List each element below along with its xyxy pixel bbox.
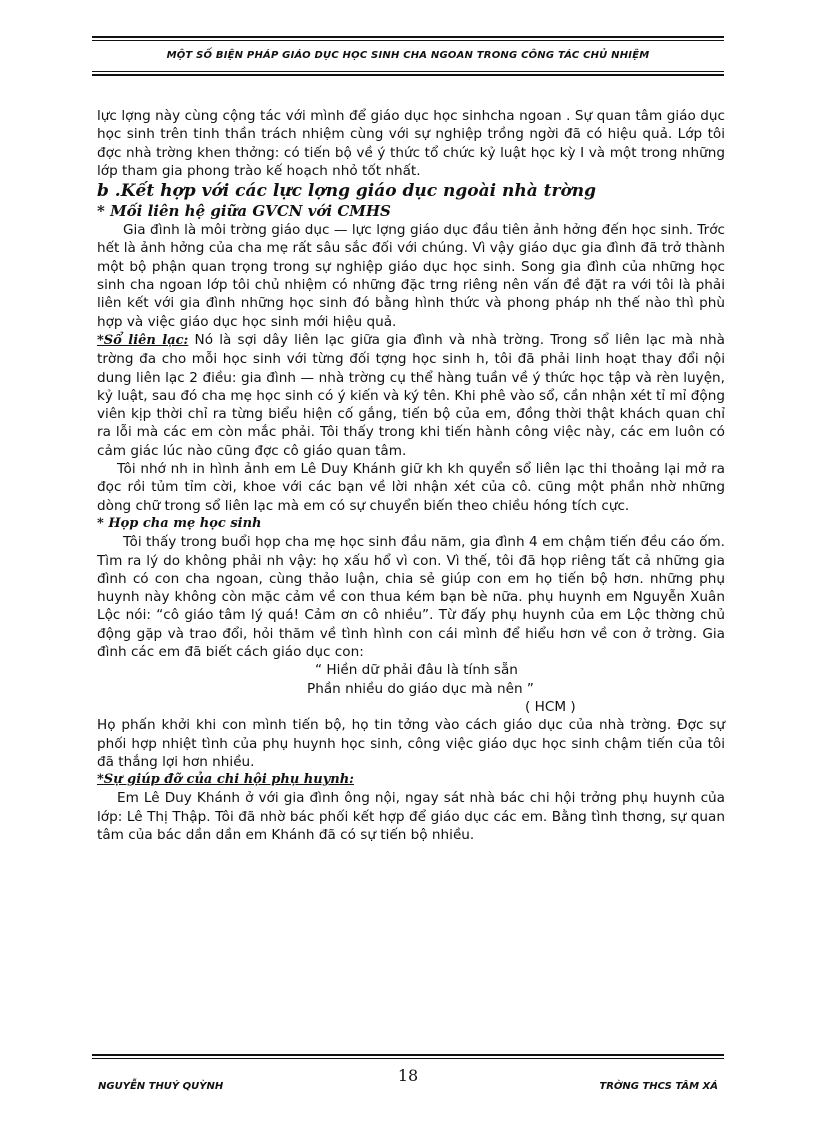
paragraph-6: Họ phấn khởi khi con mình tiến bộ, họ tin tởng vào cách giáo dục của nhà trờng. Đợc sự phối hợp nhiệt tình của phụ huynh học sinh, công việc giáo dục học sinh chậm tiến của tôi đã thắng lợi hơn nhiều. — [97, 717, 725, 770]
footer-rule-thin — [92, 1058, 724, 1059]
header-rule-top-thin — [92, 40, 724, 41]
quote-attribution: ( HCM ) — [525, 698, 576, 715]
paragraph-4: Tôi nhớ nh in hình ảnh em Lê Duy Khánh giữ kh kh quyển sổ liên lạc thi thoảng lại mở ra đọc rồi tủm tỉm cời, khoe với các bạn về lời nhận xét của cô. cũng một phần nhờ những dòng chữ trong sổ liên lạc mà em có sự chuyển biến theo chiều hóng tích cực. — [97, 461, 725, 514]
subheading-chi-hoi: *Sự giúp đỡ của chi hội phụ huynh: — [97, 772, 354, 788]
quote-line-2: Phần nhiều do giáo dục mà nên ” — [307, 680, 534, 697]
paragraph-3-text: Nó là sợi dây liên lạc giữa gia đình và nhà trờng. Trong sổ liên lạc mà nhà trờng đa cho mỗi học sinh với từng đối tợng học sinh h, tôi đã phải linh hoạt thay đổi nội dung liên lạc 2 điều: gia đình — nhà trờng cụ thể hàng tuần về ý thức học tập và rèn luyện, kỷ luật, sau đó cha mẹ học sinh có ý kiến và ký tên. Khi phê vào sổ, cần nhận xét tỉ mỉ động viên kịp thời chỉ ra từng biểu hiện cố gắng, tiến bộ của em, đồng thời thật khách quan chỉ ra lỗi mà các em còn mắc phải. Tôi thấy trong khi tiến hành công việc này, các em luôn có cảm giác lúc nào cũng đợc cô giáo quan tâm. — [97, 331, 725, 459]
header-rule-top — [92, 36, 724, 38]
paragraph-2: Gia đình là môi trờng giáo dục — lực lợng giáo dục đầu tiên ảnh hởng đến học sinh. Trớc hết là ảnh hởng của cha mẹ rất sâu sắc đối với chúng. Vì vậy giáo dục gia đình đã trở thành một bộ phận quan trọng trong sự nghiệp giáo dục học sinh. Song gia đình của những học sinh cha ngoan lớp tôi chủ nhiệm có những đặc trng riêng nên vấn đề đặt ra với tôi là phải liên kết với gia đình những học sinh đó bằng hình thức và phong pháp nh thế nào thì phù hợp và việc giáo dục học sinh mới hiệu quả. — [97, 222, 725, 330]
footer-author: NGUYỄN THUÝ QUỲNH — [98, 1081, 224, 1092]
subheading-hop-cha-me: * Họp cha mẹ học sinh — [97, 515, 262, 531]
page-footer — [92, 1048, 724, 1123]
footer-school: TRỜNG THCS TÂM XÁ — [599, 1081, 718, 1092]
section-subheading: * Mối liên hệ giữa GVCN với CMHS — [97, 202, 391, 221]
paragraph-5: Tôi thấy trong buổi họp cha mẹ học sinh đầu năm, gia đình 4 em chậm tiến đều cáo ốm. Tìm ra lý do không phải nh vậy: họ xấu hổ vì con. Vì thế, tôi đã họp riêng tất cả những gia đình có con cha ngoan, cùng thảo luận, chia sẻ giúp con em họ tiến bộ hơn. những phụ huynh này không còn mặc cảm về con thua kém bạn bè nữa. phụ huynh em Nguyễn Xuân Lộc nói: “cô giáo tâm lý quá! Cảm ơn cô nhiều”. Từ đấy phụ huynh của em Lộc thờng chủ động gặp và trao đổi, hỏi thăm về tình hình con cái mình để hiểu hơn về con ở trờng. Gia đình các em đã biết cách giáo dục con: — [97, 534, 725, 661]
paragraph-3 — [97, 331, 725, 460]
header-rule-bottom — [92, 74, 724, 76]
page-number: 18 — [397, 1066, 419, 1085]
quote-line-1: “ Hiền dữ phải đâu là tính sẵn — [315, 662, 518, 679]
section-heading-b: b .Kết hợp với các lực lợng giáo dục ngoài nhà trờng — [97, 181, 597, 202]
header-title: MỘT SỐ BIỆN PHÁP GIÁO DỤC HỌC SINH CHA NGOAN TRONG CÔNG TÁC CHỦ NHIỆM — [166, 50, 650, 61]
header-rule-bottom-thin — [92, 71, 724, 72]
paragraph-7: Em Lê Duy Khánh ở với gia đình ông nội, ngay sát nhà bác chi hội trởng phụ huynh của lớp: Lê Thị Thập. Tôi đã nhờ bác phối kết hợp để giáo dục các em. Bằng tình thơng, sự quan tâm của bác dần dần em Khánh đã có sự tiến bộ nhiều. — [97, 790, 725, 843]
page-header — [92, 36, 724, 78]
paragraph-1: lực lợng này cùng cộng tác với mình để giáo dục học sinhcha ngoan . Sự quan tâm giáo dục học sinh trên tinh thần trách nhiệm cùng với sự nghiệp trồng ngời đã có hiệu quả. Lớp tôi đợc nhà trờng khen thởng: có tiến bộ về ý thức tổ chức kỷ luật học kỳ I và một trong những lớp tham gia phong trào kế hoạch nhỏ tốt nhất. — [97, 108, 725, 179]
page-body — [97, 107, 725, 844]
runin-label-so-lien-lac: *Sổ liên lạc: — [97, 332, 189, 348]
footer-rule-thick — [92, 1054, 724, 1056]
